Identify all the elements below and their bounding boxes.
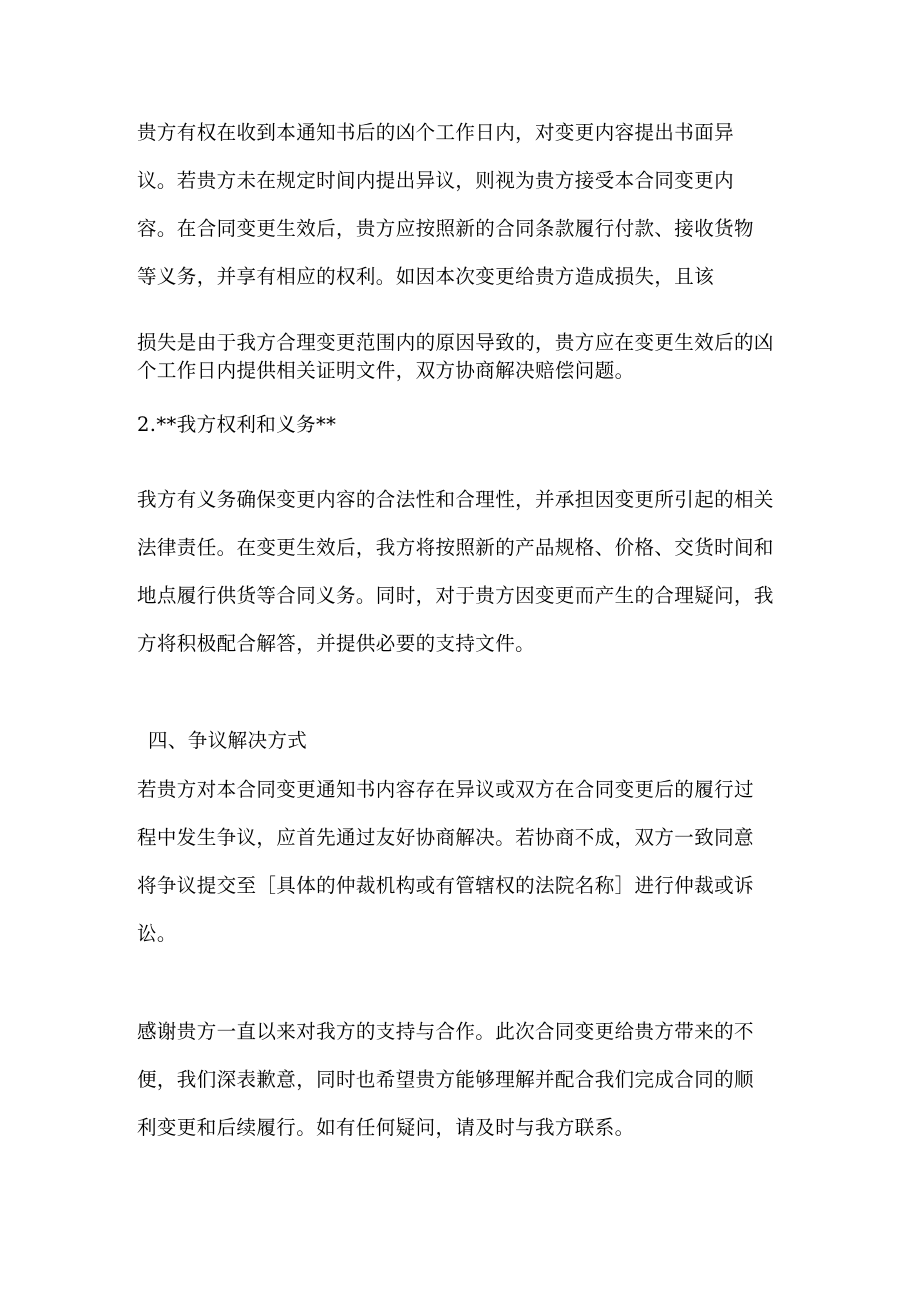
text-line: 等义务，并享有相应的权利。如因本次变更给贵方造成损失，且该 [137,265,715,288]
text-line: 讼。 [137,922,177,945]
text-line: 贵方有权在收到本通知书后的凶个工作日内，对变更内容提出书面异 [137,121,735,144]
text-line: 将争议提交至［具体的仲裁机构或有管辖权的法院名称］进行仲裁或诉 [137,874,754,897]
text-line: 法律责任。在变更生效后，我方将按照新的产品规格、价格、交货时间和 [137,536,774,559]
text-line: 损失是由于我方合理变更范围内的原因导致的，贵方应在变更生效后的凶 [137,331,774,354]
text-line: 容。在合同变更生效后，贵方应按照新的合同条款履行付款、接收货物 [137,217,754,240]
text-line: 便，我们深表歉意，同时也希望贵方能够理解并配合我们完成合同的顺 [137,1068,754,1091]
text-line: 议。若贵方未在规定时间内提出异议，则视为贵方接受本合同变更内 [137,169,735,192]
text-line: 感谢贵方一直以来对我方的支持与合作。此次合同变更给贵方带来的不 [137,1020,754,1043]
text-line: 我方有义务确保变更内容的合法性和合理性，并承担因变更所引起的相关 [137,488,774,511]
text-line: 方将积极配合解答，并提供必要的支持文件。 [137,632,536,655]
section-heading-dispute-resolution: 四、争议解决方式 [148,729,308,752]
text-line: 利变更和后续履行。如有任何疑问，请及时与我方联系。 [137,1116,635,1139]
text-line: 程中发生争议，应首先通过友好协商解决。若协商不成，双方一致同意 [137,826,754,849]
section-heading-our-rights: 2.**我方权利和义务** [137,413,337,436]
text-line: 若贵方对本合同变更通知书内容存在异议或双方在合同变更后的履行过 [137,778,754,801]
text-line: 地点履行供货等合同义务。同时，对于贵方因变更而产生的合理疑问，我 [137,584,774,607]
text-line: 个工作日内提供相关证明文件，双方协商解决赔偿问题。 [137,359,635,382]
